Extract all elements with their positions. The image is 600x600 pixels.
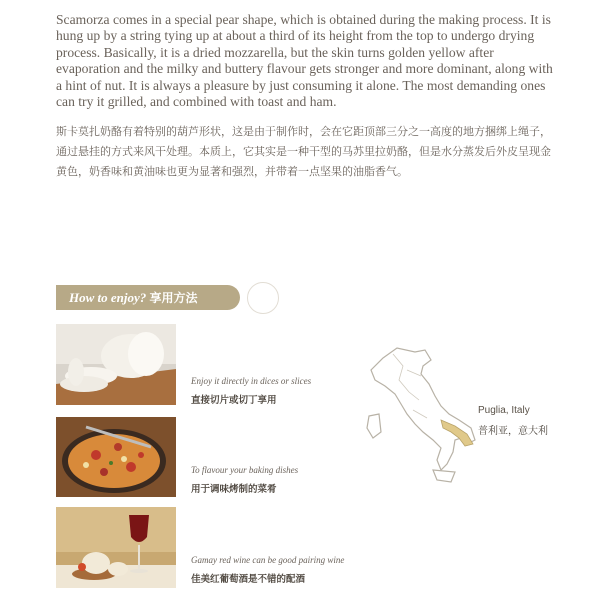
red-wine-photo bbox=[56, 507, 176, 588]
usage-1-english: Enjoy it directly in dices or slices bbox=[191, 376, 312, 386]
italy-map bbox=[363, 340, 478, 490]
intro-english-paragraph: Scamorza comes in a special pear shape, which is obtained during the making process. It is hung up by a string tying up at about a third of its height from the top to undergo drying process. Basically, it is a dried mozzarella, but the skin turns golden yellow after evaporation and the milky and buttery flavour gets stronger and more dominant, along with a hint of nut. It is always a pleasure by just consuming it alone. The most demanding ones can try it grilled, and combined with toast and ham. bbox=[56, 12, 553, 110]
region-english: Puglia, Italy bbox=[478, 405, 530, 416]
usage-3-chinese: 佳美红葡萄酒是不错的配酒 bbox=[191, 574, 306, 585]
baked-pasta-photo bbox=[56, 417, 176, 497]
usage-2-chinese: 用于调味烤制的菜肴 bbox=[191, 484, 277, 495]
usage-2-english: To flavour your baking dishes bbox=[191, 465, 299, 475]
sliced-cheese-photo bbox=[56, 324, 176, 405]
usage-3-english: Gamay red wine can be good pairing wine bbox=[191, 555, 345, 565]
how-to-enjoy-title-zh: 享用方法 bbox=[149, 291, 198, 305]
usage-1-chinese: 直接切片或切丁享用 bbox=[191, 395, 277, 406]
decorative-circle bbox=[247, 282, 279, 314]
how-to-enjoy-banner bbox=[56, 285, 240, 310]
how-to-enjoy-title-en: How to enjoy? bbox=[69, 290, 147, 305]
intro-chinese-paragraph: 斯卡莫扎奶酪有着特别的葫芦形状，这是由于制作时，会在它距顶部三分之一高度的地方捆绑上绳子，通过悬挂的方式来风干处理。本质上，它其实是一种干型的马苏里拉奶酪，但是水分蒸发后外皮呈现金黄色，奶香味和黄油味也更为显著和强烈，并带着一点坚果的油脂香气。 bbox=[56, 125, 551, 178]
region-chinese: 普利亚，意大利 bbox=[478, 426, 548, 437]
